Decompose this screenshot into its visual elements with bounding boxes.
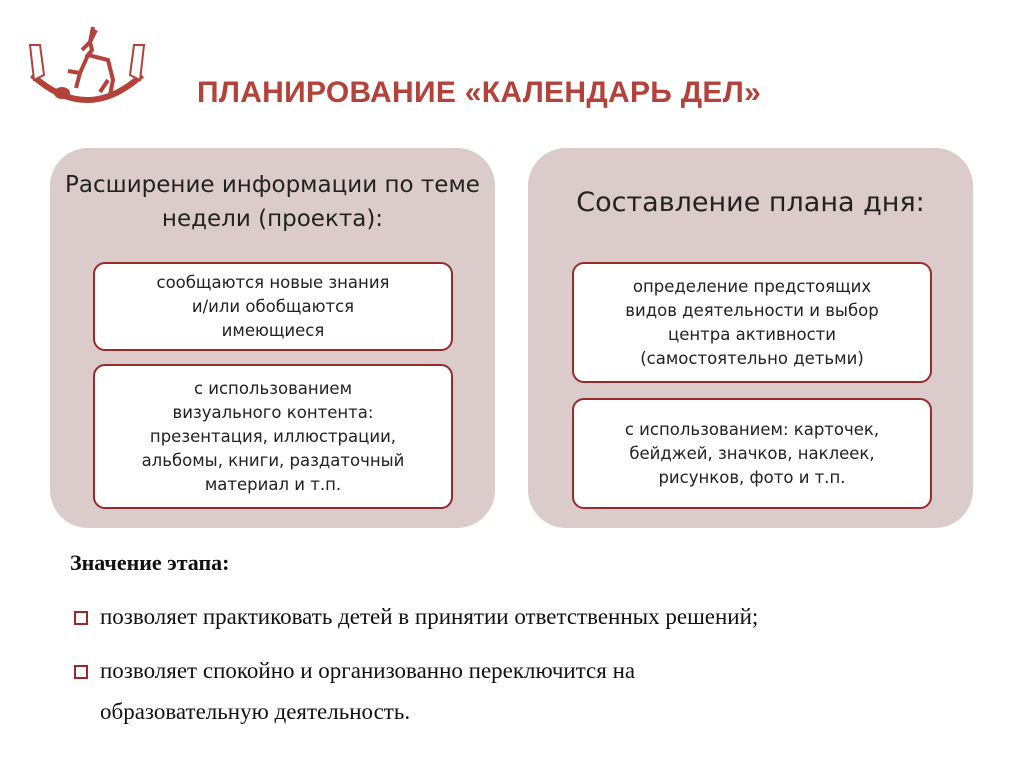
meaning-item: позволяет практиковать детей в принятии ответственных решений; [100, 604, 759, 629]
meaning-heading: Значение этапа: [70, 550, 230, 575]
panel-day-plan [528, 148, 973, 528]
meaning-item: позволяет спокойно и организованно переключится на [100, 658, 636, 683]
checkbox-bullet-icon [74, 611, 88, 625]
checkbox-bullet-icon [74, 665, 88, 679]
meaning-item-continued: образовательную деятельность. [100, 699, 411, 724]
box-activities: определение предстоящих видов деятельности и выбор центра активности (самостоятельно детьми) [572, 262, 932, 383]
panel-heading: Составление плана дня: [576, 187, 925, 218]
box-visual-content: с использованием визуального контента: презентация, иллюстрации, альбомы, книги, раздаточный материал и т.п. [93, 364, 453, 509]
college-logo [12, 15, 162, 130]
panel-heading: Расширение информации по теме недели (проекта): [65, 172, 480, 232]
slide-title: ПЛАНИРОВАНИЕ «КАЛЕНДАРЬ ДЕЛ» [197, 76, 762, 109]
box-new-knowledge: сообщаются новые знания и/или обобщаются имеющиеся [93, 262, 453, 351]
panel-topic-info [50, 148, 495, 528]
box-materials: с использованием: карточек, бейджей, значков, наклеек, рисунков, фото и т.п. [572, 398, 932, 509]
